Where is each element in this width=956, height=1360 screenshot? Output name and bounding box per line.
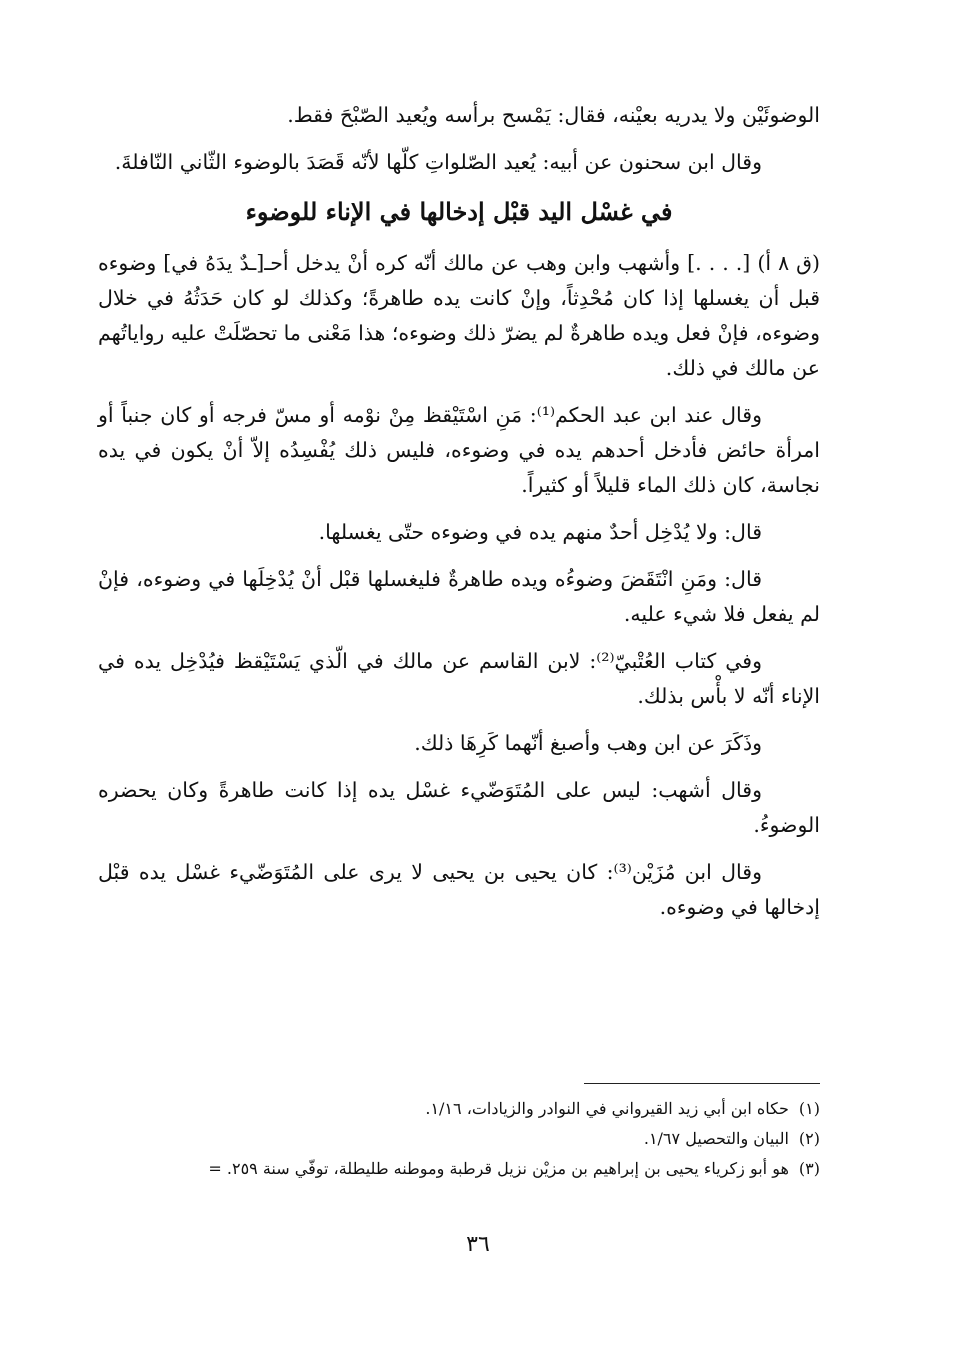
main-text — [98, 98, 820, 937]
footnote-number: (٢) — [798, 1129, 820, 1148]
footnote — [92, 1124, 820, 1154]
paragraph: وفي كتاب العُتْبيّ⁽²⁾: لابن القاسم عن مالك في الّذي يَسْتَيْقظ فيُدْخِل يده في الإناء أنّه لا بأْس بذلك. — [98, 649, 820, 708]
footnote-text: هو أبو زكرياء يحيى بن إبراهيم بن مزيْن نزيل قرطبة وموطنه طليطلة، توفّي سنة ٢٥٩. = — [208, 1159, 789, 1178]
paragraph: وقال أشهب: ليس على المُتَوَضّيء غسْل يده إذا كانت طاهرةً وكان يحضره الوضوءُ. — [98, 778, 820, 837]
footnote-separator — [584, 1083, 820, 1084]
paragraph: قال: ومَنِ انْتَقَضَ وضوءُه ويده طاهرةٌ فليغسلها قبْل أنْ يُدْخِلَها في وضوءه، فإنْ لم يفعل فلا شيء عليه. — [98, 567, 820, 626]
paragraph: (ق ٨ أ) [. . . .] وأشهب وابن وهب عن مالك أنّه كره أنْ يدخل أحـ[ـدٌ يدَهُ في] وضوءه قبل أن يغسلها إذا كان مُحْدِثاً، وإنْ كانت يده طاهرةً؛ وكذلك لو كان حَدَثُهُ في خلال وضوءه، فإنْ فعل ويده طاهرةٌ لم يضرّ ذلك وضوءه؛ هذا مَعْنى ما تحصّلَتْ عليه رواياتُهم عن مالك في ذلك. — [98, 251, 821, 380]
paragraph: وقال ابن سحنون عن أبيه: يُعيد الصّلواتِ كلّها لأنّه قَصَدَ بالوضوء الثّاني النّافلةَ. — [114, 150, 762, 174]
paragraph: وقال عند ابن عبد الحكم⁽¹⁾: مَنِ اسْتَيْقظ مِنْ نوْمه أو مسّ فرجه أو كان جنباً أو امرأة حائض فأدخل أحدهم يده في وضوءه، فليس ذلك يُفْسِدُه إلاّ أنْ يكون في يده نجاسة، كان ذلك الماء قليلاً أو كثيراً. — [98, 403, 820, 497]
footnote-number: (٣) — [798, 1159, 820, 1178]
footnote-text: حكاه ابن أبي زيد القيرواني في النوادر والزيادات، ١/١٦. — [425, 1099, 789, 1118]
paragraph: الوضوئَيْن ولا يدريه بعيْنه، فقال: يَمْسح برأسه ويُعيد الصّبْحَ فقط. — [287, 103, 820, 127]
paragraph: وذَكَرَ عن ابن وهب وأصبغ أنّهما كَرِهَا ذلك. — [414, 731, 762, 755]
paragraph: وقال ابن مُزَيْن⁽³⁾: كان يحيى بن يحيى لا يرى على المُتَوَضّيء غسْل يده قبْل إدخالها في وضوءه. — [98, 860, 820, 919]
footnotes — [92, 1094, 820, 1184]
section-heading: في غسْل اليد قبْل إدخالها في الإناء للوضوء — [245, 197, 673, 226]
paragraph: قال: ولا يُدْخِل أحدٌ منهم يده في وضوءه حتّى يغسلها. — [318, 520, 762, 544]
footnote-text: البيان والتحصيل ١/٦٧. — [643, 1129, 789, 1148]
page-number: ٣٦ — [466, 1232, 490, 1257]
footnote — [92, 1094, 820, 1124]
footnote — [92, 1154, 820, 1184]
footnote-number: (١) — [798, 1099, 820, 1118]
